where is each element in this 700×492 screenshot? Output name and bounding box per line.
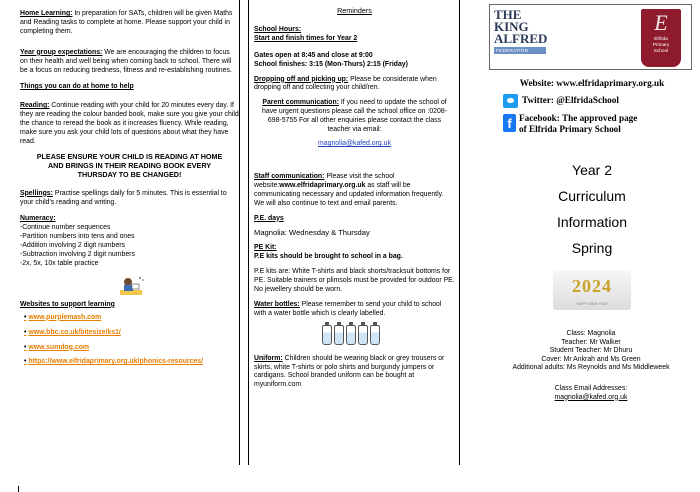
- bottle-icon: [322, 325, 332, 345]
- class-email-address[interactable]: magnolia@kafed.org.uk: [554, 393, 628, 401]
- staff-communication-text: Please visit the school website:: [254, 172, 395, 189]
- dropping-off-heading: Dropping off and picking up:: [254, 75, 349, 83]
- year-group-heading: Year group expectations:: [20, 48, 103, 56]
- website-link[interactable]: • https://www.elfridaprimary.org.uk/phonics-resources/: [24, 358, 204, 366]
- help-heading: Things you can do at home to help: [20, 83, 134, 91]
- left-panel: [18, 0, 240, 465]
- page-edge-mark: [18, 486, 19, 492]
- pe-kit-text: P.E kits are: White T-shirts and black shorts/tracksuit bottoms for PE. Suitable trainers or plimsols must be provided for outdoor PE. No jewellery should be worn.: [254, 268, 455, 293]
- numeracy-item: -2x, 5x, 10x table practice: [20, 259, 99, 267]
- parent-communication-section: [254, 99, 455, 149]
- facebook-row[interactable]: [503, 113, 693, 135]
- dropping-off-text: Please be considerate when dropping off and collecting your child/ren.: [254, 75, 437, 92]
- teacher-name: Teacher: Mr Walker: [561, 338, 621, 346]
- staff-list: [485, 330, 697, 373]
- title-curriculum: Curriculum: [558, 188, 626, 204]
- school-hours-heading: School Hours:: [254, 25, 302, 33]
- year-group-section: [20, 49, 239, 76]
- pe-days-value: Magnolia: Wednesday & Thursday: [254, 228, 370, 238]
- title-information: Information: [556, 214, 628, 230]
- cover-names: Cover: Mr Ankrah and Ms Green: [541, 355, 641, 363]
- reading-section: [20, 102, 239, 147]
- school-website[interactable]: www.elfridaprimary.org.uk: [279, 181, 366, 189]
- school-hours-subheading: Start and finish times for Year 2: [254, 34, 358, 42]
- gates-times: Gates open at 8:45 and close at 9:00: [254, 51, 373, 59]
- year-group-text: We are encouraging the children to focus on their health and well being when coming back to school. There will be a focus on reducing tiredness, fitness and re-establishing routines.: [20, 48, 232, 74]
- class-emails-label: Class Email Addresses:: [554, 385, 628, 392]
- middle-panel: [248, 0, 460, 465]
- school-hours-section: [254, 26, 455, 70]
- home-learning-text: In preparation for SATs, children will be given Maths and Reading tasks to complete at home. Please support your child in completing them.: [20, 10, 233, 35]
- parent-communication-text: If you need to update the school of have urgent questions please call the school office on :0208-698-5755 For all other enquiries please contact the class teacher via email:: [262, 99, 447, 134]
- pe-kit-bold: P.E kits should be brought to school in a bag.: [254, 253, 403, 261]
- title-term: Spring: [571, 240, 613, 256]
- facebook-icon: f: [503, 114, 516, 132]
- bottle-icon: [346, 325, 356, 345]
- additional-adults: Additional adults: Ms Reynolds and Ms Middleweek: [512, 364, 670, 372]
- king-alfred-logo: THE KING ALFRED FEDERATION: [494, 7, 548, 53]
- uniform-heading: Uniform:: [254, 354, 283, 362]
- spellings-section: [20, 190, 239, 208]
- numeracy-heading: Numeracy:: [20, 215, 56, 223]
- pe-days-section: [254, 215, 455, 239]
- school-logos: [489, 4, 692, 70]
- twitter-row[interactable]: [503, 94, 693, 108]
- numeracy-section: [20, 215, 239, 268]
- reading-heading: Reading:: [20, 102, 50, 110]
- bullet: •: [24, 328, 27, 336]
- elfrida-crest-logo: E Elfrida Primary School: [641, 9, 681, 67]
- website-link[interactable]: • www.sumdog.com: [24, 343, 90, 351]
- facebook-text-2: of Elfrida Primary School: [519, 124, 621, 134]
- new-year-badge: [553, 270, 631, 310]
- staff-communication-section: [254, 173, 455, 209]
- reading-text: Continue reading with your child for 20 minutes every day. If they are reading the colour banded book, make sure you give your child the chance to reread the book as it increases fluency. While reading, make sure you ask your child lots of questions about what they have read.: [20, 102, 239, 145]
- class-emails: [485, 385, 697, 402]
- numeracy-item: -Continue number sequences: [20, 224, 111, 232]
- bullet: •: [24, 313, 27, 321]
- right-panel: [485, 0, 697, 465]
- bullet: •: [24, 358, 27, 366]
- numeracy-item: -Partition numbers into tens and ones: [20, 233, 135, 241]
- home-learning-section: [20, 10, 239, 37]
- website-line[interactable]: Website: www.elfridaprimary.org.uk: [519, 78, 665, 88]
- websites-section: [20, 301, 239, 368]
- bullet: •: [24, 343, 27, 351]
- pe-kit-section: [254, 244, 455, 295]
- parent-communication-heading: Parent communication:: [262, 99, 339, 107]
- facebook-text-1: Facebook: The approved page: [519, 113, 638, 123]
- class-email-link[interactable]: magnolia@kafed.org.uk: [318, 139, 391, 147]
- numeracy-item: -Subtraction involving 2 digit numbers: [20, 251, 135, 259]
- dropping-off-section: [254, 76, 455, 94]
- help-heading-row: [20, 83, 239, 92]
- reminders-title: Reminders: [337, 6, 372, 15]
- badge-year: 2024: [572, 276, 612, 296]
- child-reading-illustration: [118, 275, 146, 297]
- student-teacher-name: Student Teacher: Mr Dhuru: [549, 347, 633, 355]
- websites-heading: Websites to support learning: [20, 300, 115, 308]
- twitter-handle: Twitter: @ElfridaSchool: [522, 95, 619, 106]
- website-link[interactable]: • www.purplemash.com: [24, 313, 102, 321]
- spellings-heading: Spellings:: [20, 189, 53, 197]
- finish-times: School finishes: 3:15 (Mon-Thurs) 2:15 (Friday): [254, 60, 408, 68]
- home-learning-heading: Home Learning:: [20, 10, 73, 17]
- uniform-section: [254, 355, 455, 391]
- spellings-text: Practise spellings daily for 5 minutes. This is essential to your child's reading and writing.: [20, 189, 227, 206]
- uniform-text: Children should be wearing black or grey trousers or skirts, white T-shirts or polo shirts and burgundy jumpers or cardigans. School branded uniform can be bought at myuniform.com: [254, 354, 445, 389]
- pe-days-heading: P.E. days: [254, 214, 284, 222]
- staff-communication-text-2: as staff will be communicating necessary and updated information frequently. We will also continue to text and email parents.: [254, 181, 444, 207]
- title-year: Year 2: [572, 162, 612, 178]
- bottle-icon: [358, 325, 368, 345]
- website-link[interactable]: • www.bbc.co.uk/bitesize/ks1/: [24, 328, 121, 336]
- bottle-icon: [334, 325, 344, 345]
- reading-notice: PLEASE ENSURE YOUR CHILD IS READING AT HOME AND BRINGS IN THEIR READING BOOK EVERY THURSDAY TO BE CHANGED!: [36, 151, 223, 179]
- water-bottles-text: Please remember to send your child to school with a water bottle which is clearly labelled.: [254, 300, 442, 317]
- water-bottles-illustration: [322, 325, 455, 345]
- numeracy-item: -Addition involving 2 digit numbers: [20, 242, 125, 250]
- twitter-icon: [503, 94, 518, 108]
- staff-communication-heading: Staff communication:: [254, 172, 325, 180]
- class-name: Class: Magnolia: [566, 330, 616, 337]
- badge-subtitle: HAPPY NEW YEAR: [576, 302, 608, 306]
- bottle-icon: [370, 325, 380, 345]
- water-bottles-section: [254, 301, 455, 319]
- water-bottles-heading: Water bottles:: [254, 300, 300, 308]
- pe-kit-heading: PE Kit:: [254, 244, 277, 252]
